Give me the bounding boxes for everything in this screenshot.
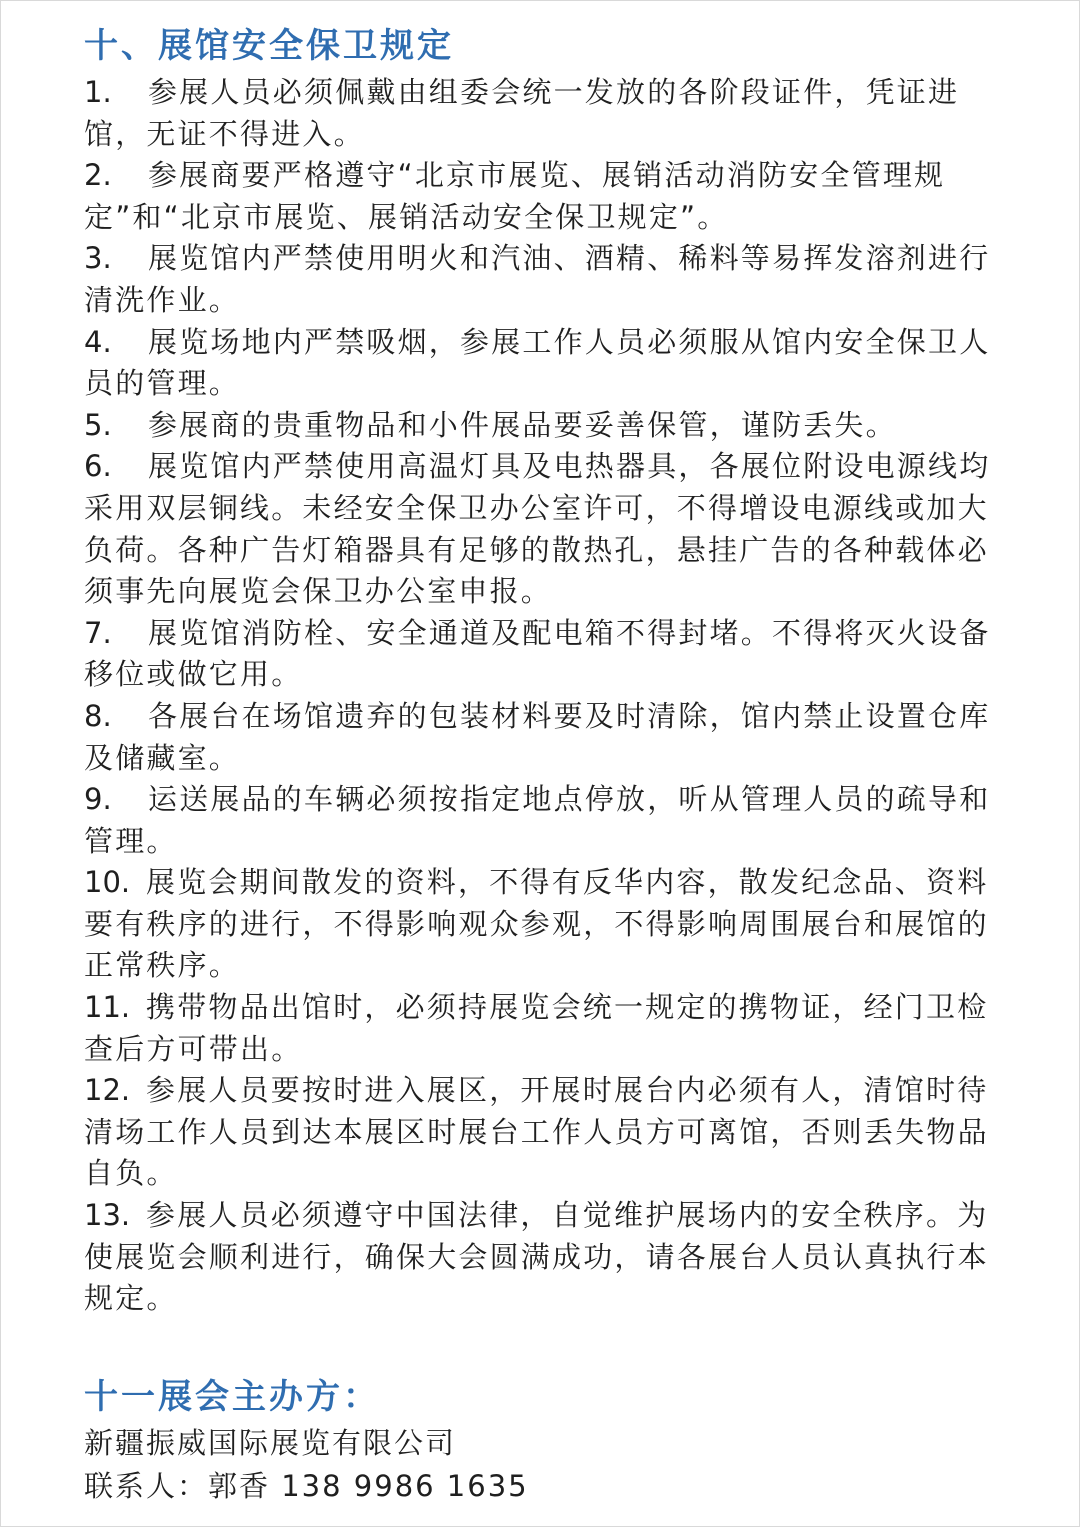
rule-number: 6.	[84, 449, 112, 484]
organizer-contact: 联系人：郭香 138 9986 1635	[84, 1468, 529, 1503]
rule-number: 3.	[84, 241, 112, 276]
rule-item	[84, 696, 1014, 779]
organizer-title: 十一展会主办方：	[84, 1376, 380, 1417]
rule-item	[84, 613, 1014, 696]
rule-item	[84, 238, 1014, 321]
rule-text: 参展人员必须佩戴由组委会统一发放的各阶段证件，凭证进馆，无证不得进入。	[84, 75, 960, 151]
rule-text: 展览馆消防栓、安全通道及配电箱不得封堵。不得将灭火设备移位或做它用。	[84, 615, 991, 692]
rule-item	[84, 405, 1014, 447]
rule-number: 1.	[84, 75, 112, 109]
rule-number: 8.	[84, 698, 112, 733]
rule-text: 携带物品出馆时，必须持展览会统一规定的携物证，经门卫检查后方可带出。	[84, 990, 989, 1066]
rule-item	[84, 987, 1014, 1070]
rule-number: 9.	[84, 782, 112, 817]
rule-text: 参展商要严格遵守“北京市展览、展销活动消防安全管理规定”和“北京市展览、展销活动安全保卫规定”。	[84, 158, 946, 234]
section-spacer	[84, 1320, 1014, 1374]
rule-text: 各展台在场馆遗弃的包装材料要及时清除，馆内禁止设置仓库及储藏室。	[84, 698, 991, 775]
rule-number: 10.	[84, 865, 131, 900]
rule-text: 运送展品的车辆必须按指定地点停放，听从管理人员的疏导和管理。	[84, 782, 991, 858]
rule-number: 2.	[84, 158, 112, 193]
rule-text: 参展人员要按时进入展区，开展时展台内必须有人，清馆时待清场工作人员到达本展区时展台工作人员方可离馆，否则丢失物品自负。	[84, 1073, 989, 1191]
rule-number: 4.	[84, 324, 112, 359]
rule-number: 7.	[84, 615, 112, 650]
rule-text: 展览馆内严禁使用明火和汽油、酒精、稀料等易挥发溶剂进行清洗作业。	[84, 241, 991, 317]
rule-item	[84, 322, 1014, 405]
rule-number: 11.	[84, 990, 131, 1025]
rule-number: 13.	[84, 1198, 131, 1233]
rule-text: 展览会期间散发的资料，不得有反华内容，散发纪念品、资料要有秩序的进行，不得影响观众参观，不得影响周围展台和展馆的正常秩序。	[84, 865, 989, 983]
rule-text: 展览馆内严禁使用高温灯具及电热器具，各展位附设电源线均采用双层铜线。未经安全保卫办公室许可，不得增设电源线或加大负荷。各种广告灯箱器具有足够的散热孔，悬挂广告的各种载体必须事先向展览会保卫办公室申报。	[84, 449, 991, 609]
rule-number: 5.	[84, 407, 112, 442]
rule-item	[84, 446, 1014, 612]
section-title: 十、展馆安全保卫规定	[84, 26, 454, 66]
rule-number: 12.	[84, 1073, 131, 1108]
rule-item	[84, 779, 1014, 862]
rule-item	[84, 72, 1014, 155]
document-content	[84, 20, 1014, 1508]
rule-text: 展览场地内严禁吸烟，参展工作人员必须服从馆内安全保卫人员的管理。	[84, 324, 991, 401]
rule-item	[84, 1070, 1014, 1195]
rules-list	[84, 72, 1014, 1320]
rule-text: 参展商的贵重物品和小件展品要妥善保管，谨防丢失。	[148, 407, 897, 442]
rule-text: 参展人员必须遵守中国法律，自觉维护展场内的安全秩序。为使展览会顺利进行，确保大会圆满成功，请各展台人员认真执行本规定。	[84, 1198, 989, 1316]
rule-item	[84, 862, 1014, 987]
organizer-company: 新疆振威国际展览有限公司	[84, 1425, 457, 1460]
rule-item	[84, 1195, 1014, 1320]
rule-item	[84, 155, 1014, 238]
